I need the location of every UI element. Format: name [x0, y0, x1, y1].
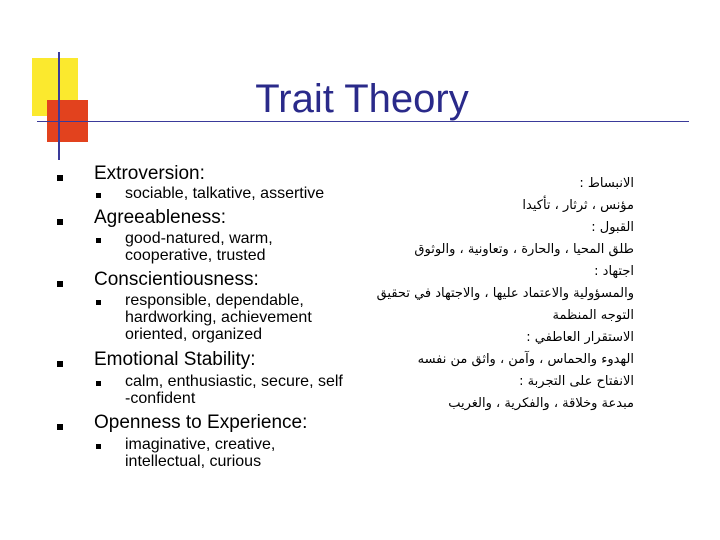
- arabic-line: الهدوء والحماس ، وآمن ، واثق من نفسه: [417, 352, 634, 367]
- bullet-icon: [57, 424, 63, 430]
- trait-desc-agreeableness: good-natured, warm, cooperative, trusted: [125, 230, 273, 264]
- bullet-icon: [96, 238, 101, 243]
- slide-title: Trait Theory: [255, 77, 469, 121]
- trait-name-conscientiousness: Conscientiousness:: [94, 269, 259, 290]
- trait-desc-extroversion: sociable, talkative, assertive: [125, 185, 325, 202]
- arabic-line: الانبساط :: [579, 176, 634, 191]
- arabic-line: مؤنس ، ثرثار ، تأكيدا: [522, 198, 634, 213]
- trait-name-extroversion: Extroversion:: [94, 163, 205, 184]
- arabic-line: الانفتاح على التجربة :: [519, 374, 634, 389]
- bullet-icon: [96, 193, 101, 198]
- bullet-icon: [57, 361, 63, 367]
- bullet-icon: [57, 281, 63, 287]
- trait-desc-openness: imaginative, creative, intellectual, curious: [125, 436, 276, 470]
- arabic-line: التوجه المنظمة: [552, 308, 634, 323]
- trait-name-agreeableness: Agreeableness:: [94, 207, 227, 228]
- bullet-icon: [96, 300, 101, 305]
- bullet-icon: [57, 175, 63, 181]
- arabic-line: الاستقرار العاطفي :: [526, 330, 634, 345]
- arabic-translation: [304, 173, 634, 415]
- arabic-line: طلق المحيا ، والحارة ، وتعاونية ، والوثوق: [414, 242, 634, 257]
- bullet-icon: [57, 219, 63, 225]
- trait-name-emotional-stability: Emotional Stability:: [94, 349, 256, 370]
- arabic-line: القبول :: [591, 220, 634, 235]
- trait-desc-conscientiousness: responsible, dependable, hardworking, achievement oriented, organized: [125, 292, 312, 343]
- trait-name-openness: Openness to Experience:: [94, 412, 308, 433]
- arabic-line: والمسؤولية والاعتماد عليها ، والاجتهاد في تحقيق: [376, 286, 634, 301]
- trait-desc-emotional-stability: calm, enthusiastic, secure, self -confident: [125, 373, 343, 407]
- bullet-icon: [96, 444, 101, 449]
- arabic-line: مبدعة وخلاقة ، والفكرية ، والغريب: [448, 396, 634, 411]
- bullet-icon: [96, 381, 101, 386]
- arabic-line: اجتهاد :: [594, 264, 634, 279]
